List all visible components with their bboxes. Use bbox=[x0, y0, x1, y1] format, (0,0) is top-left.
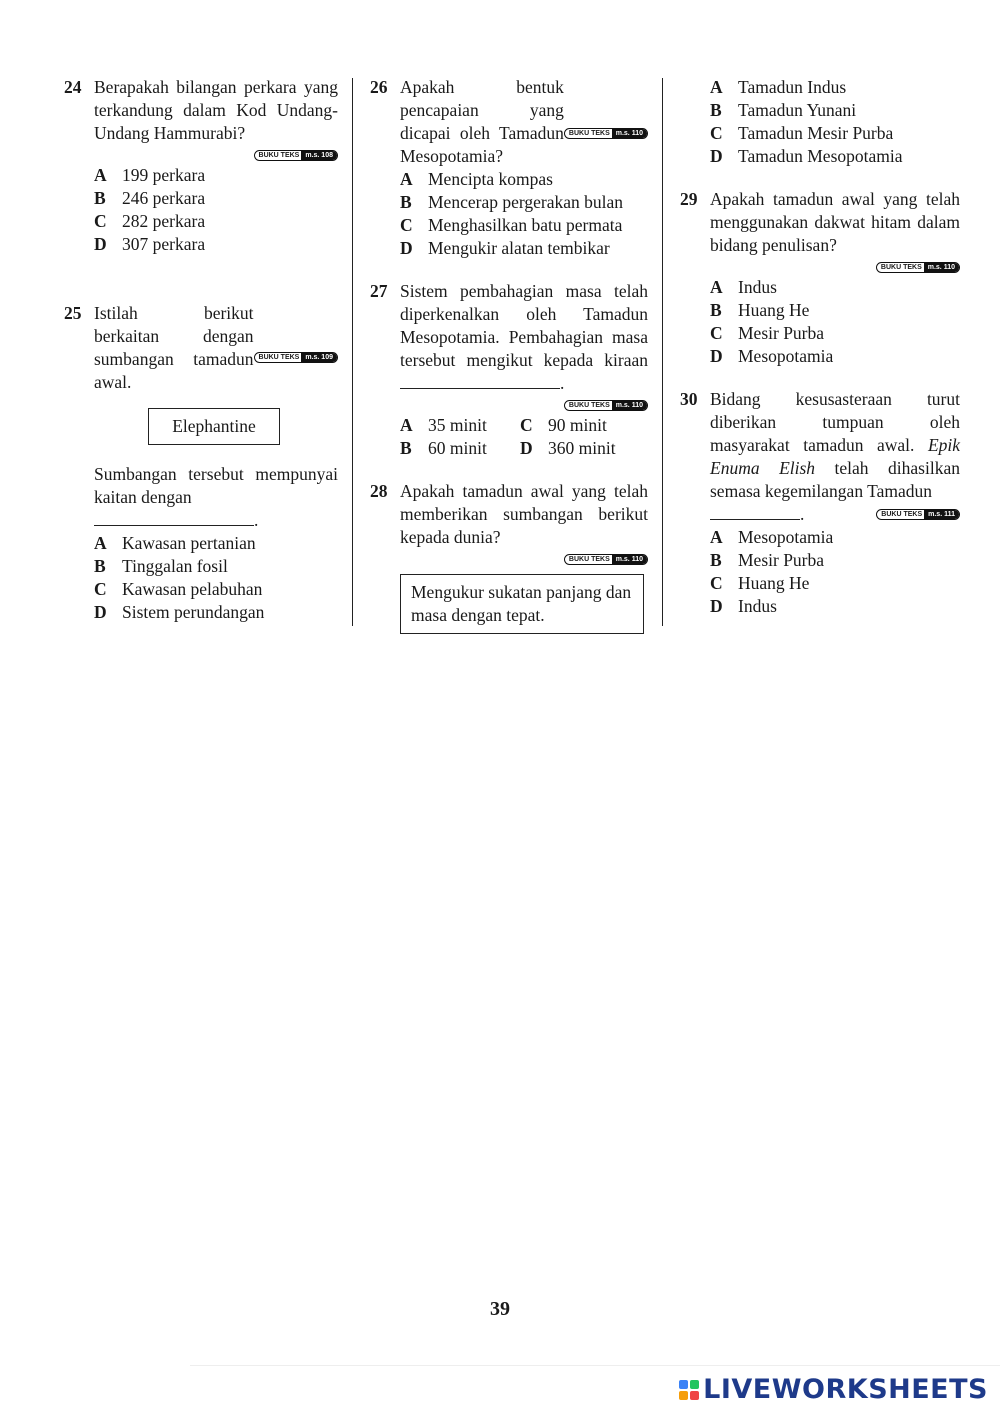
question-number: 28 bbox=[370, 481, 388, 501]
footer-divider bbox=[190, 1365, 1000, 1366]
option[interactable]: A Tamadun Indus bbox=[710, 77, 847, 97]
option[interactable]: D Mesopotamia bbox=[710, 346, 834, 366]
question-number: 30 bbox=[680, 389, 698, 409]
question-text: telah dihasilkan semasa kegemilangan Tamadun bbox=[710, 458, 960, 501]
info-box: Elephantine bbox=[148, 408, 280, 445]
question-26 bbox=[370, 76, 648, 168]
options-29 bbox=[710, 276, 960, 368]
logo-square bbox=[690, 1380, 699, 1389]
question-25 bbox=[64, 302, 338, 394]
question-30: 30 Bidang kesusasteraan turut diberikan tumpuan oleh masyarakat tamadun awal. Epik Enuma Elish telah dihasilkan semasa kegemilangan Tamadun . BUKU TEKS m.s. 111 bbox=[680, 389, 961, 524]
option[interactable]: A Mencipta kompas bbox=[400, 169, 553, 189]
question-number: 26 bbox=[370, 77, 388, 97]
column-right bbox=[680, 76, 960, 618]
option[interactable]: C Menghasilkan batu permata bbox=[400, 215, 623, 235]
option[interactable]: C Mesir Purba bbox=[710, 323, 825, 343]
option[interactable]: B Tamadun Yunani bbox=[710, 100, 857, 120]
option[interactable]: C Tamadun Mesir Purba bbox=[710, 123, 894, 143]
question-29 bbox=[680, 188, 960, 257]
logo-square bbox=[679, 1380, 688, 1389]
textbook-badge: BUKU TEKS m.s. 108 bbox=[254, 150, 338, 161]
answer-blank bbox=[710, 519, 800, 520]
logo-square bbox=[679, 1391, 688, 1400]
logo-square bbox=[690, 1391, 699, 1400]
column-divider bbox=[662, 78, 663, 626]
answer-blank bbox=[94, 525, 254, 526]
question-text: Istilah berikut berkaitan dengan sumbangan tamadun awal. bbox=[94, 303, 254, 392]
question-text: Berapakah bilangan perkara yang terkandung dalam Kod Undang-Undang Hammurabi? bbox=[94, 77, 338, 143]
brand-name: LIVEWORKSHEETS bbox=[703, 1374, 988, 1405]
option[interactable]: C 90 minit bbox=[520, 415, 607, 435]
question-text: Sistem pembahagian masa telah diperkenalkan oleh Tamadun Mesopotamia. Pembahagian masa tersebut mengikut kepada kiraan bbox=[400, 281, 648, 370]
options-24 bbox=[94, 164, 338, 256]
option[interactable]: B 246 perkara bbox=[94, 188, 206, 208]
options-28 bbox=[710, 76, 960, 168]
textbook-badge: BUKU TEKS m.s. 111 bbox=[876, 509, 960, 520]
option[interactable]: C 282 perkara bbox=[94, 211, 206, 231]
answer-blank bbox=[400, 388, 560, 389]
question-27: 27 Sistem pembahagian masa telah diperkenalkan oleh Tamadun Mesopotamia. Pembahagian masa tersebut mengikut kepada kiraan . bbox=[370, 281, 648, 393]
option[interactable]: A 35 minit bbox=[400, 415, 487, 435]
option[interactable]: B 60 minit bbox=[400, 438, 487, 458]
option[interactable]: B Mencerap pergerakan bulan bbox=[400, 192, 623, 212]
options-30 bbox=[710, 526, 960, 618]
question-number: 24 bbox=[64, 77, 82, 97]
option[interactable]: D Mengukir alatan tembikar bbox=[400, 238, 610, 258]
options-25 bbox=[94, 532, 338, 624]
question-text: Apakah tamadun awal yang telah menggunakan dakwat hitam dalam bidang penulisan? bbox=[710, 189, 960, 255]
logo-grid-icon bbox=[679, 1380, 699, 1400]
column-middle bbox=[370, 76, 648, 634]
option[interactable]: D 307 perkara bbox=[94, 234, 206, 254]
textbook-badge: BUKU TEKS m.s. 110 bbox=[564, 128, 648, 139]
option[interactable]: C Huang He bbox=[710, 573, 810, 593]
option[interactable]: C Kawasan pelabuhan bbox=[94, 579, 263, 599]
question-text: Apakah tamadun awal yang telah memberikan sumbangan berikut kepada dunia? bbox=[400, 481, 648, 547]
liveworksheets-logo[interactable] bbox=[679, 1374, 988, 1405]
column-divider bbox=[352, 78, 353, 626]
option[interactable]: B Tinggalan fosil bbox=[94, 556, 228, 576]
textbook-badge: BUKU TEKS m.s. 109 bbox=[254, 352, 338, 363]
textbook-badge: BUKU TEKS m.s. 110 bbox=[564, 400, 648, 411]
question-text-italic: Epik Enuma Elish bbox=[710, 435, 961, 478]
column-left bbox=[64, 76, 338, 624]
options-26 bbox=[400, 168, 648, 260]
option[interactable]: A Kawasan pertanian bbox=[94, 533, 256, 553]
option[interactable]: A 199 perkara bbox=[94, 165, 206, 185]
textbook-badge: BUKU TEKS m.s. 110 bbox=[564, 554, 648, 565]
option[interactable]: B Huang He bbox=[710, 300, 810, 320]
option[interactable]: B Mesir Purba bbox=[710, 550, 825, 570]
question-stem: Sumbangan tersebut mempunyai kaitan dengan . bbox=[94, 464, 338, 530]
question-24 bbox=[64, 76, 338, 145]
option[interactable]: A Mesopotamia bbox=[710, 527, 834, 547]
question-number: 29 bbox=[680, 189, 698, 209]
page-number: 39 bbox=[490, 1298, 510, 1320]
options-27 bbox=[400, 414, 648, 460]
info-box: Mengukur sukatan panjang dan masa dengan tepat. bbox=[400, 574, 644, 634]
option[interactable]: D 360 minit bbox=[520, 438, 616, 458]
option[interactable]: A Indus bbox=[710, 277, 777, 297]
option[interactable]: D Indus bbox=[710, 596, 777, 616]
option[interactable]: D Sistem perundangan bbox=[94, 602, 265, 622]
option[interactable]: D Tamadun Mesopotamia bbox=[710, 146, 903, 166]
question-number: 27 bbox=[370, 281, 388, 301]
question-number: 25 bbox=[64, 303, 82, 323]
question-28 bbox=[370, 480, 648, 549]
question-text: Apakah bentuk pencapaian yang dicapai oleh Tamadun Mesopotamia? bbox=[400, 77, 564, 166]
question-text: Bidang kesusasteraan turut diberikan tumpuan oleh masyarakat tamadun awal. bbox=[710, 389, 960, 455]
textbook-badge: BUKU TEKS m.s. 110 bbox=[876, 262, 960, 273]
